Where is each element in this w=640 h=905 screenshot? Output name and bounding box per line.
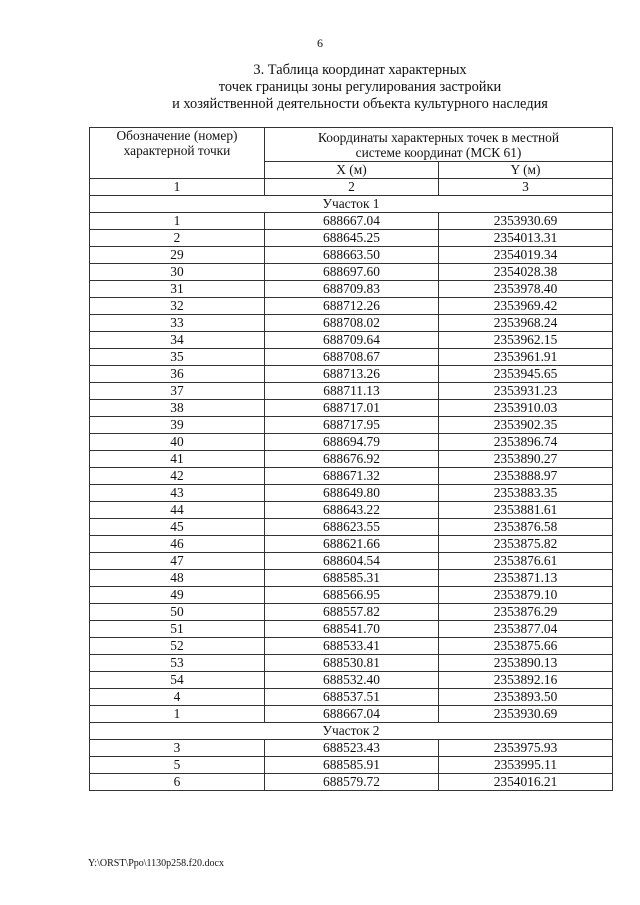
point-number-cell: 39 bbox=[90, 417, 265, 434]
file-path-footer: Y:\ORST\Ppo\1130p258.f20.docx bbox=[88, 858, 224, 869]
table-row bbox=[90, 485, 613, 502]
table-row bbox=[90, 621, 613, 638]
y-coordinate-cell: 2353892.16 bbox=[439, 672, 613, 689]
x-coordinate-cell: 688579.72 bbox=[265, 774, 439, 791]
table-row bbox=[90, 638, 613, 655]
section-title: Участок 1 bbox=[90, 196, 613, 213]
header-y: Y (м) bbox=[439, 162, 613, 179]
point-number-cell: 33 bbox=[90, 315, 265, 332]
x-coordinate-cell: 688530.81 bbox=[265, 655, 439, 672]
x-coordinate-cell: 688537.51 bbox=[265, 689, 439, 706]
point-number-cell: 53 bbox=[90, 655, 265, 672]
table-row bbox=[90, 417, 613, 434]
y-coordinate-cell: 2353881.61 bbox=[439, 502, 613, 519]
point-number-cell: 41 bbox=[90, 451, 265, 468]
y-coordinate-cell: 2354013.31 bbox=[439, 230, 613, 247]
table-row bbox=[90, 519, 613, 536]
y-coordinate-cell: 2353969.42 bbox=[439, 298, 613, 315]
point-number-cell: 37 bbox=[90, 383, 265, 400]
y-coordinate-cell: 2353975.93 bbox=[439, 740, 613, 757]
y-coordinate-cell: 2353945.65 bbox=[439, 366, 613, 383]
x-coordinate-cell: 688709.83 bbox=[265, 281, 439, 298]
point-number-cell: 43 bbox=[90, 485, 265, 502]
point-number-cell: 3 bbox=[90, 740, 265, 757]
table-row bbox=[90, 247, 613, 264]
section-row bbox=[90, 196, 613, 213]
point-number-cell: 34 bbox=[90, 332, 265, 349]
coordinates-table bbox=[89, 127, 613, 791]
point-number-cell: 1 bbox=[90, 213, 265, 230]
x-coordinate-cell: 688709.64 bbox=[265, 332, 439, 349]
table-row bbox=[90, 757, 613, 774]
table-row bbox=[90, 774, 613, 791]
y-coordinate-cell: 2353875.66 bbox=[439, 638, 613, 655]
point-number-cell: 31 bbox=[90, 281, 265, 298]
table-row bbox=[90, 213, 613, 230]
table-row bbox=[90, 502, 613, 519]
point-number-cell: 49 bbox=[90, 587, 265, 604]
point-number-cell: 51 bbox=[90, 621, 265, 638]
point-number-cell: 45 bbox=[90, 519, 265, 536]
table-row bbox=[90, 281, 613, 298]
point-number-cell: 47 bbox=[90, 553, 265, 570]
x-coordinate-cell: 688623.55 bbox=[265, 519, 439, 536]
y-coordinate-cell: 2353888.97 bbox=[439, 468, 613, 485]
point-number-cell: 48 bbox=[90, 570, 265, 587]
x-coordinate-cell: 688717.01 bbox=[265, 400, 439, 417]
x-coordinate-cell: 688663.50 bbox=[265, 247, 439, 264]
x-coordinate-cell: 688694.79 bbox=[265, 434, 439, 451]
table-row bbox=[90, 298, 613, 315]
x-coordinate-cell: 688533.41 bbox=[265, 638, 439, 655]
header-row bbox=[90, 128, 613, 162]
y-coordinate-cell: 2353876.29 bbox=[439, 604, 613, 621]
x-coordinate-cell: 688557.82 bbox=[265, 604, 439, 621]
table-row bbox=[90, 468, 613, 485]
x-coordinate-cell: 688523.43 bbox=[265, 740, 439, 757]
point-number-cell: 36 bbox=[90, 366, 265, 383]
table-title bbox=[60, 62, 640, 113]
point-number-cell: 4 bbox=[90, 689, 265, 706]
point-number-cell: 50 bbox=[90, 604, 265, 621]
y-coordinate-cell: 2353890.13 bbox=[439, 655, 613, 672]
header-coords: Координаты характерных точек в местной системе координат (МСК 61) bbox=[265, 128, 613, 162]
x-coordinate-cell: 688604.54 bbox=[265, 553, 439, 570]
y-coordinate-cell: 2353890.27 bbox=[439, 451, 613, 468]
y-coordinate-cell: 2353902.35 bbox=[439, 417, 613, 434]
y-coordinate-cell: 2353995.11 bbox=[439, 757, 613, 774]
table-row bbox=[90, 264, 613, 281]
table-row bbox=[90, 553, 613, 570]
title-line: точек границы зоны регулирования застройки bbox=[218, 79, 502, 95]
table-row bbox=[90, 740, 613, 757]
y-coordinate-cell: 2353962.15 bbox=[439, 332, 613, 349]
point-number-cell: 6 bbox=[90, 774, 265, 791]
table-row bbox=[90, 451, 613, 468]
point-number-cell: 2 bbox=[90, 230, 265, 247]
x-coordinate-cell: 688645.25 bbox=[265, 230, 439, 247]
x-coordinate-cell: 688708.02 bbox=[265, 315, 439, 332]
column-number-row bbox=[90, 179, 613, 196]
x-coordinate-cell: 688712.26 bbox=[265, 298, 439, 315]
point-number-cell: 32 bbox=[90, 298, 265, 315]
x-coordinate-cell: 688671.32 bbox=[265, 468, 439, 485]
y-coordinate-cell: 2353875.82 bbox=[439, 536, 613, 553]
x-coordinate-cell: 688667.04 bbox=[265, 213, 439, 230]
point-number-cell: 42 bbox=[90, 468, 265, 485]
table-row bbox=[90, 706, 613, 723]
y-coordinate-cell: 2353876.61 bbox=[439, 553, 613, 570]
x-coordinate-cell: 688697.60 bbox=[265, 264, 439, 281]
x-coordinate-cell: 688717.95 bbox=[265, 417, 439, 434]
column-number: 2 bbox=[265, 179, 439, 196]
title-line: и хозяйственной деятельности объекта культурного наследия bbox=[172, 96, 548, 112]
y-coordinate-cell: 2353876.58 bbox=[439, 519, 613, 536]
y-coordinate-cell: 2353896.74 bbox=[439, 434, 613, 451]
x-coordinate-cell: 688708.67 bbox=[265, 349, 439, 366]
header-point: Обозначение (номер) характерной точки bbox=[90, 128, 265, 179]
y-coordinate-cell: 2353968.24 bbox=[439, 315, 613, 332]
y-coordinate-cell: 2353961.91 bbox=[439, 349, 613, 366]
table-row bbox=[90, 434, 613, 451]
y-coordinate-cell: 2353883.35 bbox=[439, 485, 613, 502]
point-number-cell: 35 bbox=[90, 349, 265, 366]
point-number-cell: 44 bbox=[90, 502, 265, 519]
table-row bbox=[90, 315, 613, 332]
point-number-cell: 40 bbox=[90, 434, 265, 451]
point-number-cell: 30 bbox=[90, 264, 265, 281]
point-number-cell: 46 bbox=[90, 536, 265, 553]
table-row bbox=[90, 230, 613, 247]
point-number-cell: 38 bbox=[90, 400, 265, 417]
y-coordinate-cell: 2353930.69 bbox=[439, 706, 613, 723]
table-row bbox=[90, 570, 613, 587]
table-row bbox=[90, 655, 613, 672]
table-row bbox=[90, 349, 613, 366]
table-row bbox=[90, 672, 613, 689]
point-number-cell: 29 bbox=[90, 247, 265, 264]
x-coordinate-cell: 688713.26 bbox=[265, 366, 439, 383]
section-title: Участок 2 bbox=[90, 723, 613, 740]
y-coordinate-cell: 2353910.03 bbox=[439, 400, 613, 417]
x-coordinate-cell: 688621.66 bbox=[265, 536, 439, 553]
table-row bbox=[90, 587, 613, 604]
x-coordinate-cell: 688676.92 bbox=[265, 451, 439, 468]
point-number-cell: 52 bbox=[90, 638, 265, 655]
y-coordinate-cell: 2353978.40 bbox=[439, 281, 613, 298]
table-row bbox=[90, 332, 613, 349]
y-coordinate-cell: 2353877.04 bbox=[439, 621, 613, 638]
y-coordinate-cell: 2353871.13 bbox=[439, 570, 613, 587]
table-row bbox=[90, 366, 613, 383]
title-line: 3. Таблица координат характерных bbox=[253, 62, 467, 78]
table-row bbox=[90, 383, 613, 400]
x-coordinate-cell: 688643.22 bbox=[265, 502, 439, 519]
y-coordinate-cell: 2353931.23 bbox=[439, 383, 613, 400]
point-number-cell: 54 bbox=[90, 672, 265, 689]
table-row bbox=[90, 400, 613, 417]
point-number-cell: 1 bbox=[90, 706, 265, 723]
x-coordinate-cell: 688711.13 bbox=[265, 383, 439, 400]
x-coordinate-cell: 688667.04 bbox=[265, 706, 439, 723]
x-coordinate-cell: 688585.31 bbox=[265, 570, 439, 587]
header-x: X (м) bbox=[265, 162, 439, 179]
x-coordinate-cell: 688585.91 bbox=[265, 757, 439, 774]
section-row bbox=[90, 723, 613, 740]
y-coordinate-cell: 2353893.50 bbox=[439, 689, 613, 706]
table-row bbox=[90, 604, 613, 621]
y-coordinate-cell: 2353879.10 bbox=[439, 587, 613, 604]
y-coordinate-cell: 2354016.21 bbox=[439, 774, 613, 791]
x-coordinate-cell: 688566.95 bbox=[265, 587, 439, 604]
table-row bbox=[90, 689, 613, 706]
x-coordinate-cell: 688541.70 bbox=[265, 621, 439, 638]
column-number: 1 bbox=[90, 179, 265, 196]
x-coordinate-cell: 688649.80 bbox=[265, 485, 439, 502]
page-number: 6 bbox=[317, 36, 323, 50]
point-number-cell: 5 bbox=[90, 757, 265, 774]
column-number: 3 bbox=[439, 179, 613, 196]
y-coordinate-cell: 2353930.69 bbox=[439, 213, 613, 230]
y-coordinate-cell: 2354019.34 bbox=[439, 247, 613, 264]
y-coordinate-cell: 2354028.38 bbox=[439, 264, 613, 281]
x-coordinate-cell: 688532.40 bbox=[265, 672, 439, 689]
table-row bbox=[90, 536, 613, 553]
